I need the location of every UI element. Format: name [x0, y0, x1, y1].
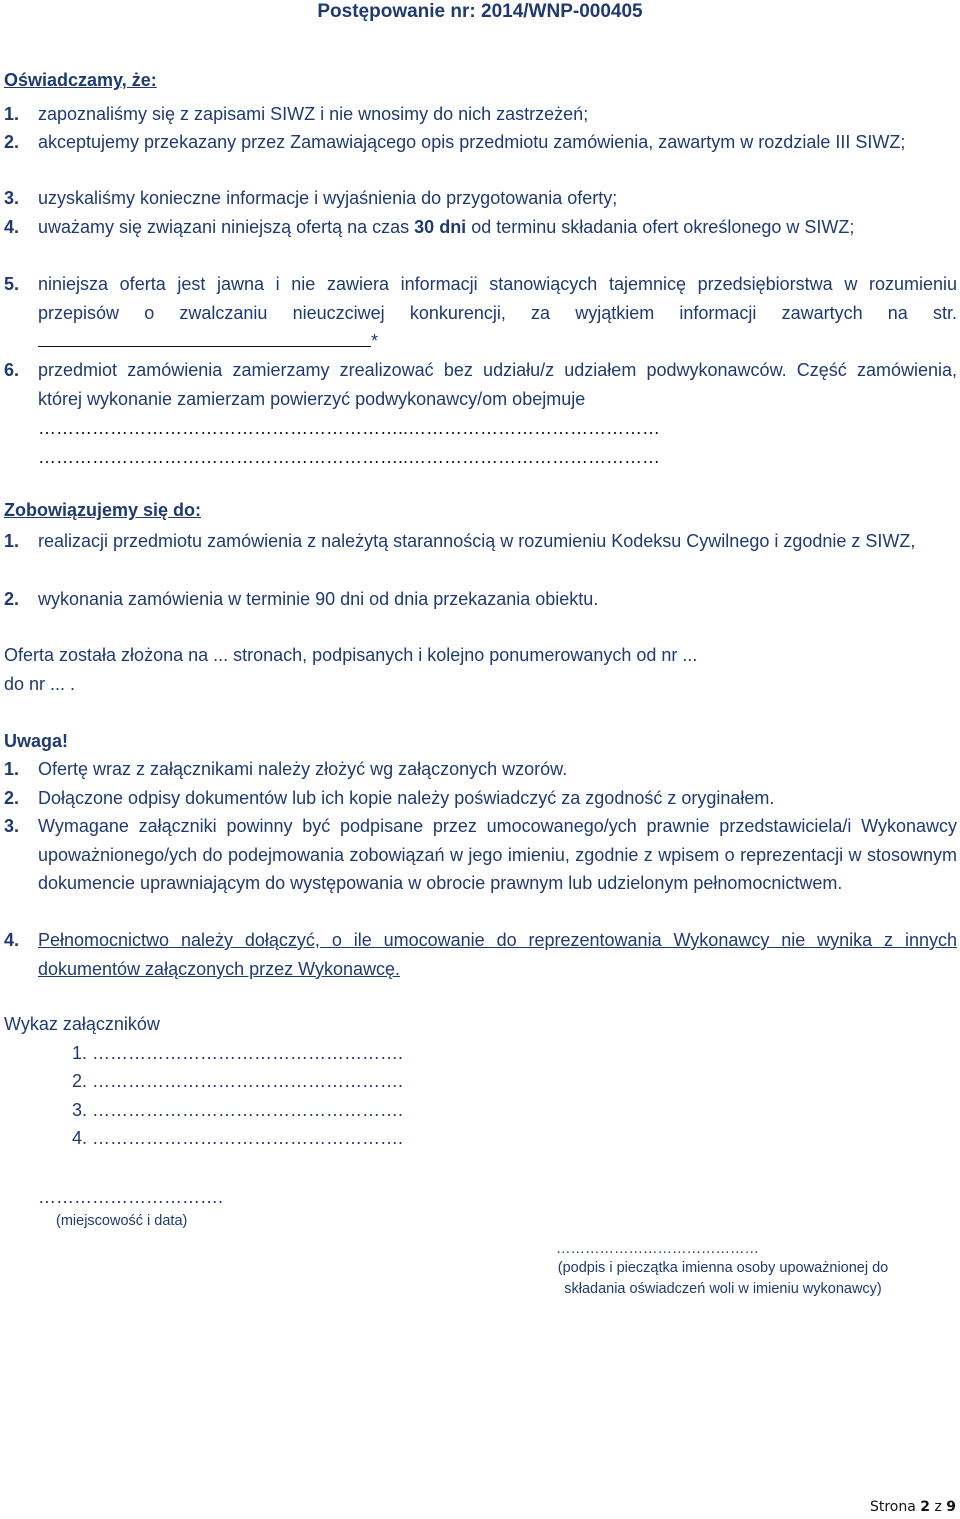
- current-page-number: 2: [920, 1499, 930, 1515]
- item-number: 3.: [4, 816, 20, 836]
- item-text: [38, 213, 957, 242]
- offer-pages-line-2: do nr ... .: [4, 674, 76, 694]
- declarations-heading: Oświadczamy, że:: [4, 70, 157, 90]
- item-number: 1.: [4, 531, 20, 551]
- item-number: 3.: [4, 188, 20, 208]
- place-date-label: (miejscowość i data): [56, 1213, 188, 1229]
- item-text-part: uważamy się związani niniejszą ofertą na czas: [38, 217, 415, 237]
- obligation-item-1: [4, 527, 957, 556]
- declaration-item-1: [4, 100, 957, 129]
- item-text: [38, 270, 957, 356]
- attachments-heading: Wykaz załączników: [4, 1014, 160, 1034]
- item-number: 1.: [4, 104, 20, 124]
- note-item-2: [4, 784, 957, 813]
- item-text: akceptujemy przekazany przez Zamawiającego opis przedmiotu zamówienia, zawartym w rozdziale III SIWZ;: [38, 132, 906, 152]
- page-blank-field[interactable]: [38, 328, 371, 347]
- item-number: 4.: [4, 930, 20, 950]
- item-text: Ofertę wraz z załącznikami należy złożyć wg załączonych wzorów.: [38, 759, 568, 779]
- item-text: zapoznaliśmy się z zapisami SIWZ i nie wnosimy do nich zastrzeżeń;: [38, 104, 589, 124]
- document-header-title: Postępowanie nr: 2014/WNP-000405: [317, 1, 643, 22]
- declaration-item-3: [4, 184, 957, 213]
- obligation-item-2: [4, 585, 957, 614]
- note-item-3: [4, 812, 957, 898]
- item-text-part: niniejsza oferta jest jawna i nie zawiera informacji stanowiących tajemnicę przedsiębiorstwa w rozumieniu przepisów o zwalczaniu nieuczciwej konkurencji, za wyjątkiem informacji zawartych na str.: [38, 274, 957, 323]
- item-number: 2.: [4, 788, 20, 808]
- declaration-item-5: [4, 270, 957, 356]
- declaration-item-6: [4, 356, 957, 413]
- place-date-dots[interactable]: ………………………….: [38, 1187, 224, 1207]
- item-text: uzyskaliśmy konieczne informacje i wyjaśnienia do przygotowania oferty;: [38, 188, 618, 208]
- item-number: 2.: [4, 132, 20, 152]
- item-text: Wymagane załączniki powinny być podpisane przez umocowanego/ych prawnie przedstawiciela/i Wykonawcy upoważnionego/ych do podejmowania zobowiązań w jego imieniu, zgodnie z wpisem o reprezentacji w stosownym dokumencie uprawniającym do występowania w obrocie prawnym lub udzielonym pełnomocnictwem.: [38, 816, 957, 893]
- declaration-item-4: [4, 213, 957, 242]
- attachment-item-3[interactable]: 3. …………………………………………….: [72, 1100, 404, 1120]
- footnote-star: *: [371, 331, 379, 351]
- declaration-item-2: [4, 128, 957, 157]
- item-text: Dołączone odpisy dokumentów lub ich kopie należy poświadczyć za zgodność z oryginałem.: [38, 788, 775, 808]
- attachment-item-1[interactable]: 1. …………………………………………….: [72, 1043, 404, 1063]
- item-number: 5.: [4, 274, 20, 294]
- item-number: 2.: [4, 589, 20, 609]
- notes-heading: Uwaga!: [4, 731, 69, 751]
- attachment-item-4[interactable]: 4. …………………………………………….: [72, 1128, 404, 1148]
- subcontract-dots-line-2[interactable]: ……………………………………………………..……………………………………: [38, 447, 661, 467]
- note-item-1: [4, 755, 957, 784]
- attachment-item-2[interactable]: 2. …………………………………………….: [72, 1071, 404, 1091]
- item-text: Pełnomocnictwo należy dołączyć, o ile umocowanie do reprezentowania Wykonawcy nie wynika z innych dokumentów załączonych przez Wykonawcę.: [38, 930, 957, 979]
- signature-dots[interactable]: ……………………………………: [556, 1241, 759, 1257]
- subcontract-dots-line-1[interactable]: ……………………………………………………..……………………………………: [38, 418, 661, 438]
- total-pages-number: 9: [946, 1499, 956, 1515]
- item-text: wykonania zamówienia w terminie 90 dni od dnia przekazania obiektu.: [38, 589, 599, 609]
- offer-validity-period: 30 dni: [414, 217, 467, 237]
- offer-pages-line-1: Oferta została złożona na ... stronach, podpisanych i kolejno ponumerowanych od nr ...: [4, 645, 698, 665]
- item-number: 6.: [4, 360, 20, 380]
- page-separator: z: [930, 1499, 947, 1515]
- item-number: 1.: [4, 759, 20, 779]
- item-text: przedmiot zamówienia zamierzamy zrealizować bez udziału/z udziałem podwykonawców. Część zamówienia, której wykonanie zamierzam powierzyć podwykonawcy/om obejmuje: [38, 360, 957, 409]
- item-text-part: od terminu składania ofert określonego w SIWZ;: [466, 217, 855, 237]
- item-text: realizacji przedmiotu zamówienia z należytą starannością w rozumieniu Kodeksu Cywilnego i zgodnie z SIWZ,: [38, 531, 916, 551]
- obligations-heading: Zobowiązujemy się do:: [4, 500, 202, 520]
- page-label: Strona: [869, 1499, 921, 1515]
- signature-label-line-1: (podpis i pieczątka imienna osoby upoważnionej do: [557, 1260, 889, 1276]
- note-item-4: [4, 926, 957, 983]
- page-footer: [870, 1499, 956, 1515]
- signature-label-line-2: składania oświadczeń woli w imieniu wykonawcy): [564, 1281, 882, 1297]
- item-number: 4.: [4, 217, 20, 237]
